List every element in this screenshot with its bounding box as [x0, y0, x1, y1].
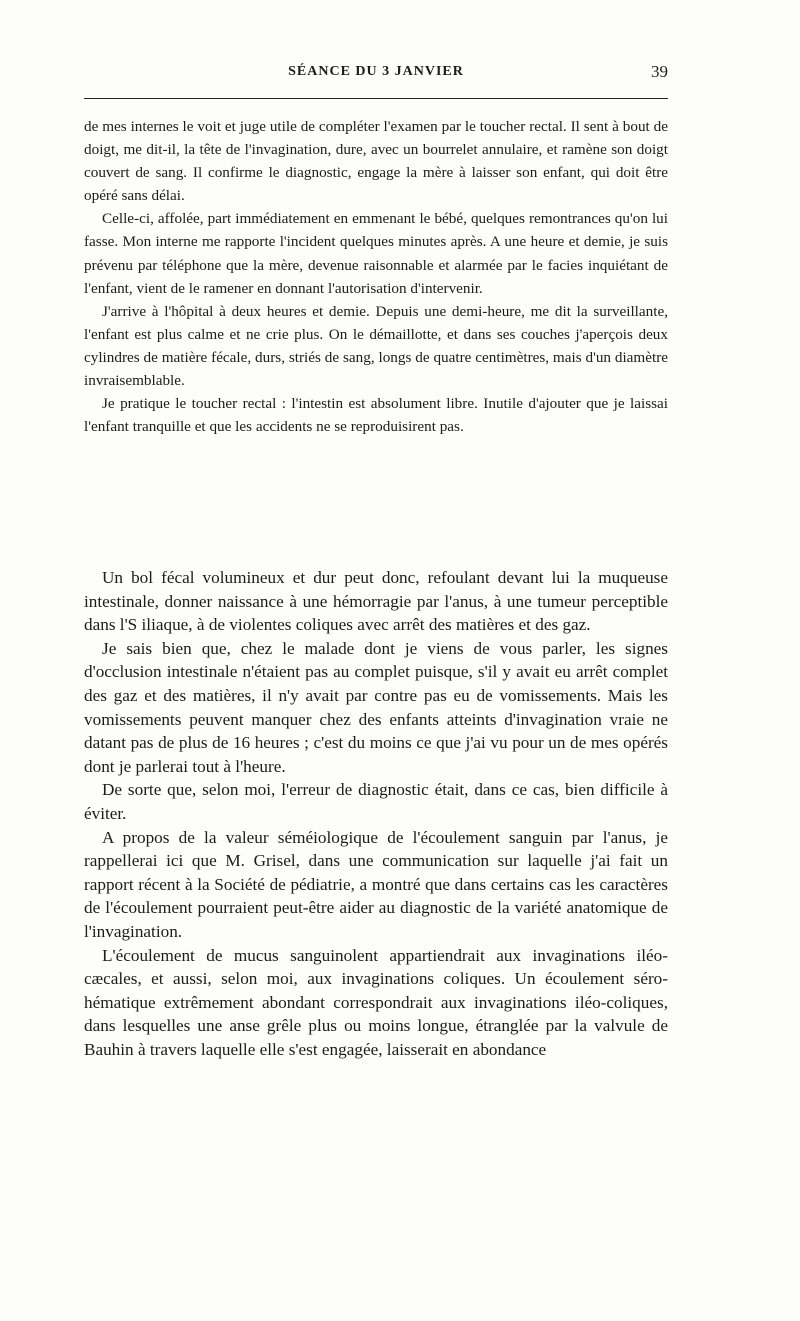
header-rule	[84, 98, 668, 99]
letter-paragraph: J'arrive à l'hôpital à deux heures et demie. Depuis une demi-heure, me dit la surveillante, l'enfant est plus calme et ne crie plus. On le démaillotte, et dans ses couches j'aperçois deux cylindres de matière fécale, durs, striés de sang, longs de quatre centimètres, mais d'un diamètre invraisemblable.	[84, 302, 668, 390]
running-header	[84, 62, 668, 84]
body-paragraph: Je sais bien que, chez le malade dont je viens de vous parler, les signes d'occlusion intestinale n'étaient pas au complet puisque, s'il y avait eu arrêt complet des gaz et des matières, il n'y avait par contre pas eu de vomissements. Mais les vomissements peuvent manquer chez des enfants atteints d'invagination vraie ne datant pas de plus de 16 heures ; c'est du moins ce que j'ai vu pour un de mes opérés dont je parlerai tout à l'heure.	[84, 638, 668, 776]
running-title: SÉANCE DU 3 JANVIER	[288, 64, 464, 79]
body-paragraph: A propos de la valeur séméiologique de l'écoulement sanguin par l'anus, je rappellerai ici que M. Grisel, dans une communication sur laquelle j'ai fait un rapport récent à la Société de pédiatrie, a montré que dans certains cas les caractères de l'écoulement pourraient peut-être aider au diagnostic de la variété anatomique de l'invagination.	[84, 827, 668, 941]
main-text	[84, 566, 668, 1061]
body-paragraph: Un bol fécal volumineux et dur peut donc, refoulant devant lui la muqueuse intestinale, donner naissance à une hémorragie par l'anus, à une tumeur perceptible dans l'S iliaque, à de violentes coliques avec arrêt des matières et des gaz.	[84, 568, 668, 635]
body-paragraph: L'écoulement de mucus sanguinolent appartiendrait aux invaginations iléo-cæcales, et aussi, selon moi, aux invaginations coliques. Un écoulement séro-hématique extrêmement abondant correspondrait aux invaginations iléo-coliques, dans lesquelles une anse grêle plus ou moins longue, étranglée par la valvule de Bauhin à travers laquelle elle s'est engagée, laisserait en abondance	[84, 945, 668, 1059]
letter-paragraph: de mes internes le voit et juge utile de compléter l'examen par le toucher rectal. Il sent à bout de doigt, me dit-il, la tête de l'invagination, dure, avec un bourrelet annulaire, et ramène son doigt couvert de sang. Il confirme le diagnostic, engage la mère à laisser son enfant, qui doit être opéré sans délai.	[84, 118, 668, 205]
body-paragraph: De sorte que, selon moi, l'erreur de diagnostic était, dans ce cas, bien difficile à éviter.	[84, 780, 668, 823]
page-number: 39	[651, 62, 668, 81]
quoted-observation	[84, 115, 668, 438]
letter-paragraph: Celle-ci, affolée, part immédiatement en emmenant le bébé, quelques remontrances qu'on lui fasse. Mon interne me rapporte l'incident quelques minutes après. A une heure et demie, je suis prévenu par téléphone que la mère, devenue raisonnable et alarmée par le facies inquiétant de l'enfant, vient de le ramener en donnant l'autorisation d'intervenir.	[84, 210, 668, 297]
letter-paragraph: Je pratique le toucher rectal : l'intestin est absolument libre. Inutile d'ajouter que je laissai l'enfant tranquille et que les accidents ne se reproduisirent pas.	[84, 395, 668, 436]
